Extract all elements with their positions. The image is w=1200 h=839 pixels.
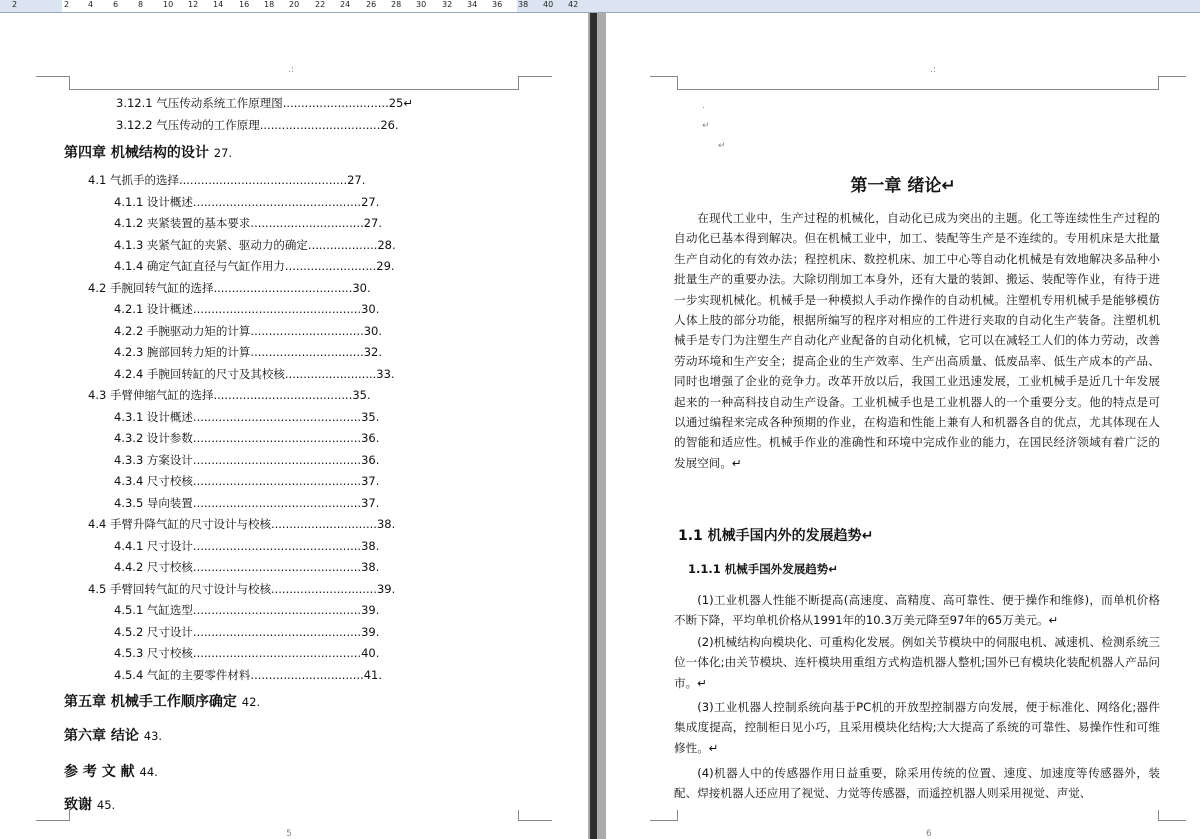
page-number: 6 — [926, 829, 932, 839]
margin-corner — [518, 76, 519, 90]
margin-corner — [677, 76, 678, 90]
toc-subsection-entry[interactable]: 4.2.2 手腕驱动力矩的计算...............................30. — [114, 324, 383, 338]
toc-subsection-entry[interactable]: 4.3.5 导向装置..............................................37. — [114, 496, 380, 510]
toc-subsection-entry[interactable]: 4.2.3 腕部回转力矩的计算...............................32. — [114, 345, 383, 359]
toc-entry[interactable]: 3.12.1 气压传动系统工作原理图.............................25↵ — [116, 96, 414, 110]
ruler-tick-label: 42 — [568, 0, 579, 9]
ruler-tick-label: 30 — [416, 0, 427, 9]
body-paragraph: (1)工业机器人性能不断提高(高速度、高精度、高可靠性、便于操作和维修)，而单机价格不断下降，平均单机价格从1991年的10.3万美元降至97年的65万美元。↵ — [674, 593, 1160, 628]
toc-chapter-entry[interactable] — [64, 693, 260, 711]
toc-section-entry[interactable]: 4.4 手臂升降气缸的尺寸设计与校核.............................38. — [88, 517, 396, 531]
ruler-tick-label: 26 — [366, 0, 377, 9]
ruler-tick-label: 16 — [239, 0, 250, 9]
horizontal-ruler[interactable] — [0, 0, 1200, 13]
toc-section-entry[interactable]: 4.3 手臂伸缩气缸的选择......................................35. — [88, 388, 371, 402]
toc-subsection-entry[interactable]: 4.4.1 尺寸设计..............................................38. — [114, 539, 380, 553]
document-page-left[interactable] — [0, 13, 588, 839]
toc-subsection-entry[interactable]: 4.2.1 设计概述..............................................30. — [114, 302, 380, 316]
toc-subsection-entry[interactable]: 4.4.2 尺寸校核..............................................38. — [114, 560, 380, 574]
ruler-tick-label: 14 — [213, 0, 224, 9]
ruler-tick-label: 32 — [442, 0, 453, 9]
paragraph-mark: . — [702, 101, 705, 111]
ruler-tick-label: 12 — [188, 0, 199, 9]
paragraph-mark: ↵ — [702, 121, 710, 131]
toc-subsection-entry[interactable]: 4.5.3 尺寸校核..............................................40. — [114, 646, 380, 660]
toc-subsection-entry[interactable]: 4.5.4 气缸的主要零件材料...............................41. — [114, 668, 383, 682]
toc-chapter-page: 45. — [96, 798, 116, 812]
toc-subsection-entry[interactable]: 4.1.1 设计概述..............................................27. — [114, 195, 380, 209]
header-line — [678, 89, 1158, 90]
ruler-tick-label: 20 — [289, 0, 300, 9]
ruler-tick-label: 8 — [138, 0, 144, 9]
toc-chapter-title: 第六章 结论 — [64, 728, 139, 744]
margin-corner — [1158, 810, 1159, 820]
toc-subsection-entry[interactable]: 4.1.3 夹紧气缸的夹紧、驱动力的确定...................28. — [114, 238, 396, 252]
toc-chapter-title: 第五章 机械手工作顺序确定 — [64, 694, 237, 710]
margin-corner — [69, 76, 70, 90]
toc-section-entry[interactable]: 4.2 手腕回转气缸的选择......................................30. — [88, 281, 371, 295]
margin-corner — [69, 810, 70, 820]
toc-chapter-page: 44. — [139, 765, 158, 779]
body-paragraph: (2)机械结构向模块化、可重构化发展。例如关节模块中的伺服电机、减速机、检测系统三位一体化;由关节模块、连杆模块用重组方式构造机器人整机;国外已有模块化装配机器人产品问市。↵ — [674, 635, 1160, 690]
margin-corner — [1158, 820, 1186, 821]
margin-corner — [518, 820, 552, 821]
margin-corner — [36, 76, 70, 77]
toc-chapter-entry[interactable] — [64, 763, 158, 781]
toc-subsection-entry[interactable]: 4.3.3 方案设计..............................................36. — [114, 453, 380, 467]
ruler-tick-label: 28 — [391, 0, 402, 9]
toc-chapter-page: 27. — [213, 146, 233, 160]
toc-chapter-page: 42. — [241, 695, 261, 709]
header-mark: .: — [288, 65, 294, 75]
toc-chapter-entry[interactable] — [64, 796, 115, 814]
toc-chapter-title: 致谢 — [64, 797, 92, 813]
chapter-title: 第一章 绪论↵ — [850, 176, 956, 196]
toc-subsection-entry[interactable]: 4.5.2 尺寸设计..............................................39. — [114, 625, 380, 639]
toc-chapter-page: 43. — [143, 729, 163, 743]
toc-section-entry[interactable]: 4.5 手臂回转气缸的尺寸设计与校核.............................39. — [88, 582, 396, 596]
page-number: 5 — [286, 829, 292, 839]
margin-corner — [650, 820, 678, 821]
ruler-tick-label: 6 — [113, 0, 119, 9]
document-page-right[interactable] — [606, 13, 1200, 839]
toc-subsection-entry[interactable]: 4.1.2 夹紧装置的基本要求...............................27. — [114, 216, 383, 230]
toc-subsection-entry[interactable]: 4.3.1 设计概述..............................................35. — [114, 410, 380, 424]
ruler-tick-label: 2 — [12, 0, 18, 9]
page-separator — [590, 13, 597, 839]
subsection-heading: 1.1.1 机械手国外发展趋势↵ — [688, 562, 838, 576]
page-gutter — [588, 13, 606, 839]
toc-subsection-entry[interactable]: 4.3.2 设计参数..............................................36. — [114, 431, 380, 445]
toc-chapter-entry[interactable] — [64, 144, 232, 162]
margin-corner — [36, 820, 70, 821]
margin-corner — [650, 76, 678, 77]
margin-corner — [677, 810, 678, 820]
toc-chapter-title: 第四章 机械结构的设计 — [64, 145, 209, 161]
toc-chapter-title: 参 考 文 献 — [64, 764, 135, 780]
intro-paragraph: 在现代工业中，生产过程的机械化，自动化已成为突出的主题。化工等连续性生产过程的自动化已基本得到解决。但在机械工业中，加工、装配等生产是不连续的。专用机床是大批量生产自动化的有效办法；程控机床、数控机床、加工中心等自动化机械是有效地解决多品种小批量生产的重要办法。大除切削加工本身外，还有大量的装卸、搬运、装配等作业，有待于进一步实现机械化。机械手是一种模拟人手动作操作的自动机械。注塑机专用机械手是能够模仿人体上肢的部分功能，根据所编写的程序对相应的工件进行夹取的自动化生产装备。注塑机机械手是专门为注塑生产自动化产业配备的自动化机械，它可以在减轻工人们的体力劳动，改善劳动环境和生产安全；提高企业的生产效率、生产出高质量、低废品率、低生产成本的产品、同时也增强了企业的竞争力。改革开放以后，我国工业迅速发展，工业机械手是近几十年发展起来的一种高科技自动生产设备。工业机械手也是工业机器人的一个重要分支。他的特点是可以通过编程来完成各种预期的作业，在构造和性能上兼有人和机器各自的优点，尤其体现在人的智能和适应性。机械手作业的准确性和环境中完成作业的能力，在国民经济领域有着广泛的发展空间。↵ — [674, 211, 1160, 470]
toc-subsection-entry[interactable]: 4.2.4 手腕回转缸的尺寸及其校核.........................33. — [114, 367, 395, 381]
section-heading: 1.1 机械手国内外的发展趋势↵ — [678, 528, 874, 544]
header-line — [70, 89, 518, 90]
body-paragraph: (4)机器人中的传感器作用日益重要，除采用传统的位置、速度、加速度等传感器外，装配、焊接机器人还应用了视觉、力觉等传感器，而遥控机器人则采用视觉、声觉、 — [674, 766, 1160, 801]
margin-corner — [518, 810, 519, 820]
ruler-tick-label: 18 — [264, 0, 275, 9]
body-paragraph: (3)工业机器人控制系统向基于PC机的开放型控制器方向发展，便于标准化、网络化;器件集成度提高，控制柜日见小巧，且采用模块化结构;大大提高了系统的可靠性、易操作性和可维修性。↵ — [674, 700, 1160, 755]
ruler-tick-label: 24 — [340, 0, 351, 9]
toc-subsection-entry[interactable]: 4.1.4 确定气缸直径与气缸作用力.........................29. — [114, 259, 395, 273]
ruler-tick-label: 22 — [315, 0, 326, 9]
ruler-tick-label: 2 — [64, 0, 70, 9]
ruler-tick-label: 40 — [543, 0, 554, 9]
ruler-tick-label: 10 — [163, 0, 174, 9]
toc-chapter-entry[interactable] — [64, 727, 162, 745]
toc-subsection-entry[interactable]: 4.5.1 气缸选型..............................................39. — [114, 603, 380, 617]
toc-subsection-entry[interactable]: 4.3.4 尺寸校核..............................................37. — [114, 474, 380, 488]
margin-corner — [1158, 76, 1186, 77]
header-mark: .: — [930, 65, 936, 75]
ruler-tick-label: 36 — [492, 0, 503, 9]
ruler-tick-label: 4 — [88, 0, 94, 9]
margin-corner — [518, 76, 552, 77]
toc-section-entry[interactable]: 4.1 气抓手的选择..............................................27. — [88, 173, 366, 187]
ruler-tick-label: 38 — [518, 0, 529, 9]
ruler-tick-label: 34 — [467, 0, 478, 9]
paragraph-mark: ↵ — [718, 141, 726, 151]
toc-entry[interactable]: 3.12.2 气压传动的工作原理.................................26. — [116, 118, 399, 132]
margin-corner — [1158, 76, 1159, 90]
